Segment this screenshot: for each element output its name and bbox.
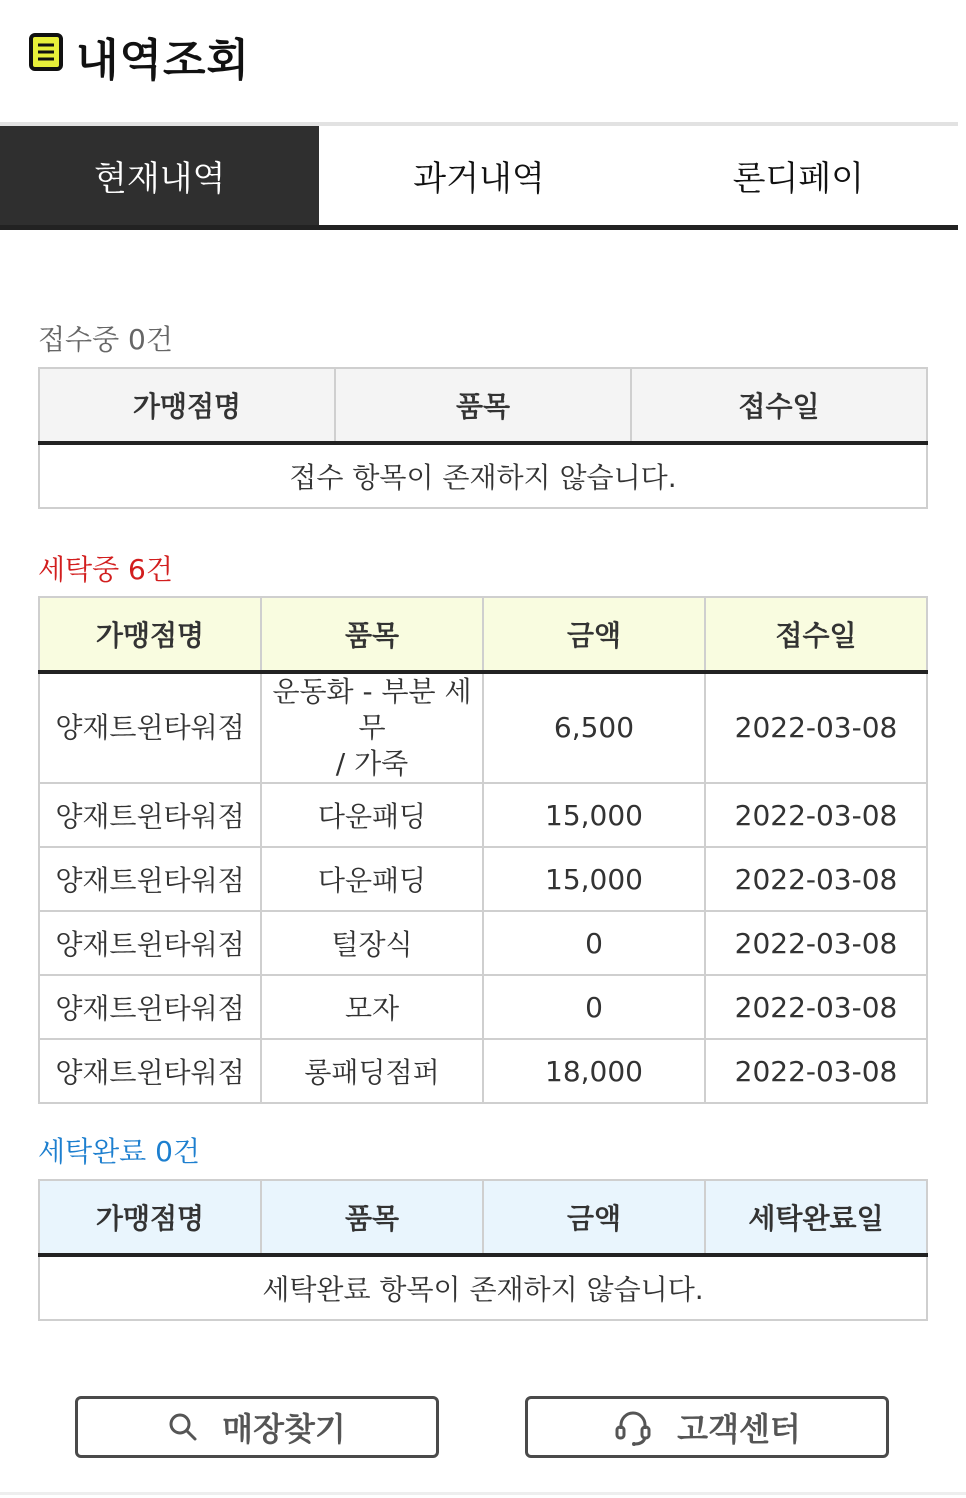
date-cell: 2022-03-08 [705,847,927,911]
tab-current[interactable]: 현재내역 [0,126,319,230]
store-cell: 양재트윈타워점 [39,1039,261,1103]
amount-cell: 15,000 [483,783,705,847]
column-header: 가맹점명 [39,368,335,443]
bottom-divider [0,1492,966,1495]
tab-past[interactable]: 과거내역 [319,126,638,230]
table-row [39,1255,927,1320]
item-line-2: / 가죽 [335,747,409,780]
date-cell: 2022-03-08 [705,783,927,847]
column-header: 접수일 [705,597,927,672]
table-row[interactable] [39,672,927,783]
amount-cell: 15,000 [483,847,705,911]
column-header: 접수일 [631,368,927,443]
amount-cell: 18,000 [483,1039,705,1103]
column-header: 금액 [483,597,705,672]
store-cell: 양재트윈타워점 [39,847,261,911]
empty-message: 접수 항목이 존재하지 않습니다. [39,443,927,508]
customer-center-button[interactable] [525,1396,889,1458]
column-header: 가맹점명 [39,597,261,672]
headset-icon [613,1407,653,1447]
tab-bar [0,126,958,230]
page-header [0,0,966,122]
item-cell: 다운패딩 [261,783,483,847]
column-header: 품목 [261,597,483,672]
date-cell: 2022-03-08 [705,975,927,1039]
table-row[interactable] [39,1039,927,1103]
item-cell: 털장식 [261,911,483,975]
column-header: 품목 [335,368,631,443]
empty-message: 세탁완료 항목이 존재하지 않습니다. [39,1255,927,1320]
document-icon [28,32,66,72]
item-cell [261,672,483,783]
completed-section-label: 세탁완료 0건 [38,1135,200,1168]
receiving-section-label: 접수중 0건 [38,323,173,356]
table-row[interactable] [39,783,927,847]
store-cell: 양재트윈타워점 [39,672,261,783]
washing-section-label: 세탁중 6건 [38,553,173,586]
column-header: 금액 [483,1180,705,1255]
store-finder-label: 매장찾기 [222,1410,346,1448]
search-icon [168,1412,198,1442]
washing-table [38,596,928,1104]
table-row[interactable] [39,911,927,975]
column-header: 품목 [261,1180,483,1255]
item-cell: 다운패딩 [261,847,483,911]
column-header: 가맹점명 [39,1180,261,1255]
date-cell: 2022-03-08 [705,672,927,783]
table-row [39,443,927,508]
customer-center-label: 고객센터 [677,1410,801,1448]
completed-table [38,1179,928,1321]
date-cell: 2022-03-08 [705,911,927,975]
tab-laundry-pay[interactable]: 론디페이 [639,126,958,230]
page-title: 내역조회 [76,35,251,86]
amount-cell: 0 [483,911,705,975]
amount-cell: 6,500 [483,672,705,783]
item-cell: 모자 [261,975,483,1039]
column-header: 세탁완료일 [705,1180,927,1255]
amount-cell: 0 [483,975,705,1039]
item-line-1: 운동화 - 부분 세무 [272,675,472,744]
store-cell: 양재트윈타워점 [39,975,261,1039]
store-cell: 양재트윈타워점 [39,783,261,847]
table-row[interactable] [39,975,927,1039]
item-cell: 롱패딩점퍼 [261,1039,483,1103]
date-cell: 2022-03-08 [705,1039,927,1103]
store-finder-button[interactable] [75,1396,439,1458]
receiving-table [38,367,928,509]
store-cell: 양재트윈타워점 [39,911,261,975]
table-row[interactable] [39,847,927,911]
